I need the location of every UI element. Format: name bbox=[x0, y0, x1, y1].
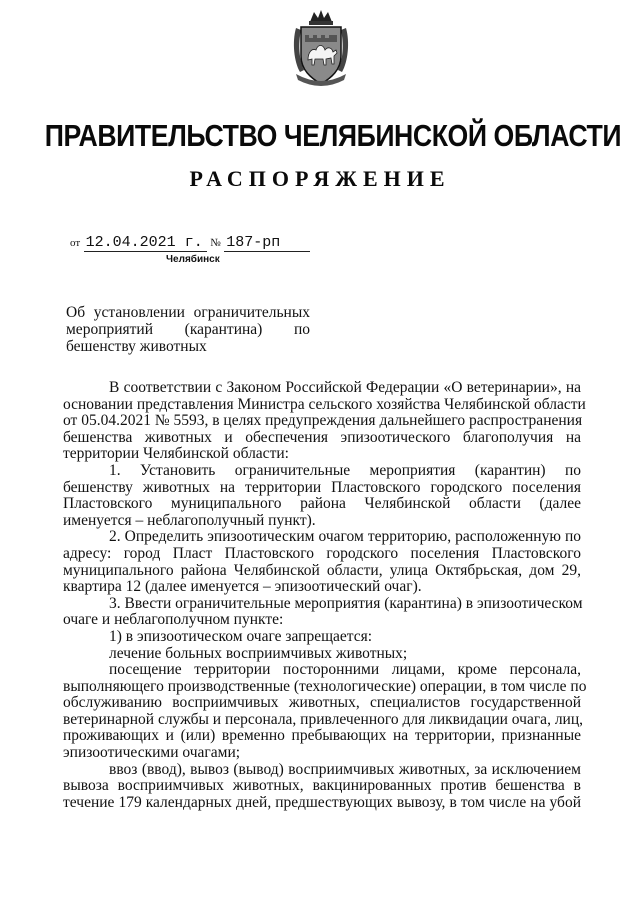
body-line: муниципального района Челябинской области, улица Октябрьская, дом 29, bbox=[63, 561, 581, 579]
body-line: 1) в эпизоотическом очаге запрещается: bbox=[109, 627, 373, 645]
body-line: адресу: город Пласт Пластовского городского поселения Пластовского bbox=[63, 544, 581, 562]
subject-line: бешенству животных bbox=[66, 338, 207, 355]
body-line: В соответствии с Законом Российской Федерации «О ветеринарии», на bbox=[109, 379, 581, 396]
body-line: 3. Ввести ограничительные мероприятия (карантина) в эпизоотическом bbox=[109, 594, 583, 612]
body-line: вывоза восприимчивых животных, вакцинированных против бешенства в bbox=[63, 777, 581, 795]
body-line: посещение территории посторонними лицами, кроме персонала, bbox=[109, 661, 581, 679]
body-line: обслуживанию восприимчивых животных, специалистов государственной bbox=[63, 694, 581, 712]
body-line: выполняющего производственные (технологические) операции, в том числе по bbox=[63, 677, 587, 695]
body-line: ввоз (ввод), вывоз (вывод) восприимчивых животных, за исключением bbox=[109, 760, 581, 778]
body-line: именуется – неблагополучный пункт). bbox=[63, 511, 316, 529]
document-body bbox=[63, 379, 587, 811]
subject-line: мероприятий (карантина) по bbox=[66, 321, 310, 338]
body-line: течение 179 календарных дней, предшествующих вывозу, в том числе на убой bbox=[63, 793, 581, 811]
registration-line bbox=[70, 234, 310, 252]
document-type: РАСПОРЯЖЕНИЕ bbox=[189, 166, 451, 191]
body-line: эпизоотическими очагами; bbox=[63, 744, 241, 762]
body-line: Пластовского муниципального района Челябинской области (далее bbox=[63, 495, 581, 513]
body-line: 2. Определить эпизоотическим очагом территорию, расположенную по bbox=[109, 528, 581, 546]
date-label: от bbox=[70, 237, 81, 249]
government-title: ПРАВИТЕЛЬСТВО ЧЕЛЯБИНСКОЙ ОБЛАСТИ bbox=[44, 118, 622, 153]
document-date: 12.04.2021 г. bbox=[84, 234, 207, 252]
document-number: 187-рп bbox=[224, 234, 310, 252]
subject-line: Об установлении ограничительных bbox=[66, 304, 310, 321]
body-line: проживающих и (или) временно пребывающих на территории, признанные bbox=[63, 727, 581, 745]
city-name: Челябинск bbox=[166, 254, 220, 265]
body-line: бешенству животных на территории Пластовского городского поселения bbox=[63, 478, 581, 496]
body-line: ветеринарной службы и персонала, привлеченного для ликвидации очага, лиц, bbox=[63, 710, 584, 728]
number-label: № bbox=[210, 237, 221, 249]
body-line: от 05.04.2021 № 5593, в целях предупреждения дальнейшего распространения bbox=[63, 412, 583, 430]
body-line: очаге и неблагополучном пункте: bbox=[63, 611, 284, 629]
body-line: лечение больных восприимчивых животных; bbox=[109, 644, 408, 662]
coat-of-arms-icon bbox=[290, 8, 352, 90]
body-line: квартира 12 (далее именуется – эпизоотический очаг). bbox=[63, 578, 422, 596]
body-line: территории Челябинской области: bbox=[63, 445, 289, 463]
body-line: бешенства животных и обеспечения эпизоотического благополучия на bbox=[63, 428, 581, 446]
document-subject bbox=[66, 304, 310, 355]
body-line: основании представления Министра сельского хозяйства Челябинской области bbox=[63, 395, 586, 413]
body-line: 1. Установить ограничительные мероприятия (карантин) по bbox=[109, 461, 581, 479]
